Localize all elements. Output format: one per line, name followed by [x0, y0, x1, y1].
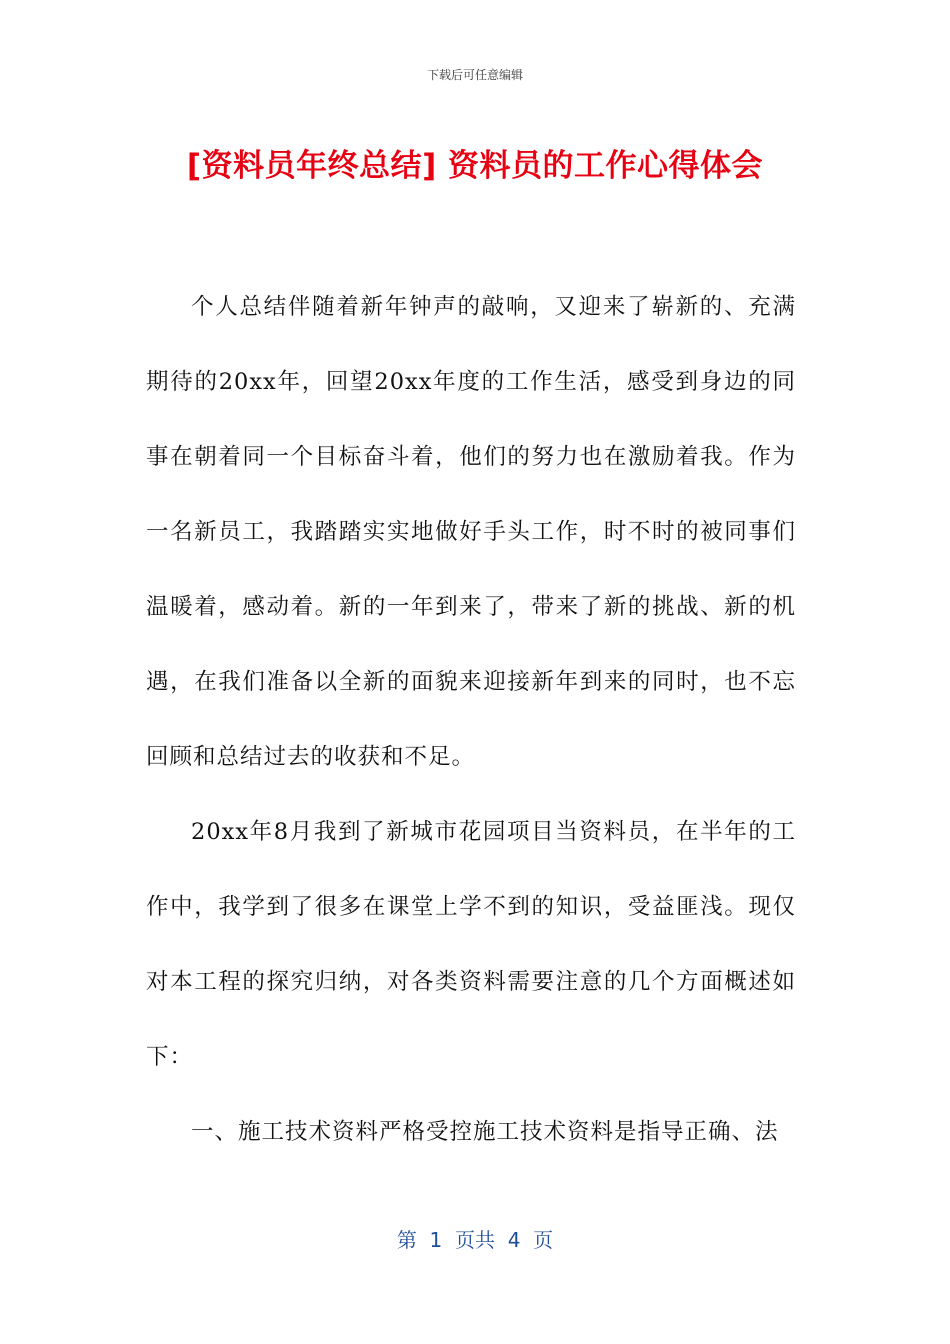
paragraph-1: 个人总结伴随着新年钟声的敲响，又迎来了崭新的、充满期待的20xx年，回望20xx年度的工作生活，感受到身边的同事在朝着同一个目标奋斗着，他们的努力也在激励着我。作为一名新员工，我踏踏实实地做好手头工作，时不时的被同事们温暖着，感动着。新的一年到来了，带来了新的挑战、新的机遇，在我们准备以全新的面貌来迎接新年到来的同时，也不忘回顾和总结过去的收获和不足。	[146, 294, 796, 770]
document-title: [资料员年终总结] 资料员的工作心得体会	[186, 148, 764, 184]
paragraph-2: 20xx年8月我到了新城市花园项目当资料员，在半年的工作中，我学到了很多在课堂上学不到的知识，受益匪浅。现仅对本工程的探究归纳，对各类资料需要注意的几个方面概述如下：	[146, 819, 796, 1070]
page-footer: 第 1 页共 4 页	[396, 1228, 554, 1252]
header-note: 下载后可任意编辑	[426, 68, 523, 82]
paragraph-3: 一、施工技术资料严格受控施工技术资料是指导正确、法	[191, 1119, 779, 1145]
document-body	[146, 270, 796, 1170]
